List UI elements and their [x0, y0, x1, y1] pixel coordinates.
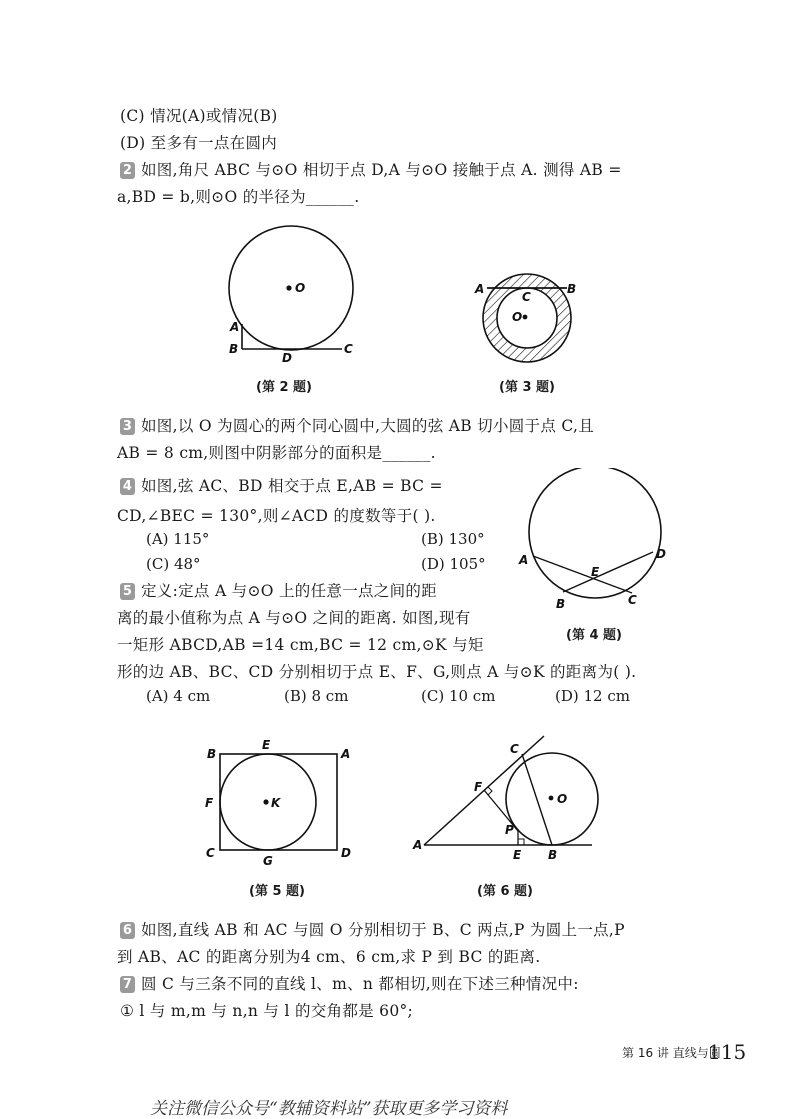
watermark-text: 关注微信公众号“教辅资料站”获取更多学习资料 — [150, 1099, 508, 1119]
q5-option-b: (B) 8 cm — [284, 687, 349, 705]
figure-5 — [200, 736, 360, 874]
q7-text: 圆 C 与三条不同的直线 l、m、n 都相切,则在下述三种情况中: — [141, 975, 579, 993]
figure-4 — [515, 468, 675, 616]
fig5-label-e: E — [262, 738, 271, 752]
fig5-label-d: D — [341, 846, 351, 860]
fig6-label-o: O — [557, 792, 568, 806]
fig5-label-k: K — [271, 796, 281, 810]
q5-line3: 一矩形 ABCD,AB =14 cm,BC = 12 cm,⊙K 与矩 — [117, 636, 484, 654]
fig6-right-angle-e — [518, 839, 524, 845]
fig5-label-f: F — [205, 796, 214, 810]
fig6-label-f: F — [474, 780, 483, 794]
q5-line1 — [120, 579, 437, 601]
figure-6 — [410, 728, 610, 868]
q5-text: 定义:定点 A 与⊙O 上的任意一点之间的距 — [141, 582, 437, 600]
fig3-caption: (第 3 题) — [499, 380, 555, 395]
q5-line2: 离的最小值称为点 A 与⊙O 之间的距离. 如图,现有 — [117, 609, 471, 627]
q3-line1 — [120, 414, 594, 436]
q2-line2: a,BD = b,则⊙O 的半径为______. — [117, 188, 360, 206]
q7-line1 — [120, 972, 579, 994]
q5-option-d: (D) 12 cm — [555, 687, 630, 705]
q1-option-c: (C) 情况(A)或情况(B) — [120, 107, 278, 125]
q4-line1 — [120, 474, 443, 496]
fig2-label-b: B — [229, 342, 239, 356]
fig2-caption: (第 2 题) — [256, 380, 312, 395]
fig5-label-c: C — [206, 846, 215, 860]
q3-line2: AB = 8 cm,则图中阴影部分的面积是______. — [117, 444, 436, 462]
q4-option-b: (B) 130° — [421, 530, 485, 548]
q4-line2: CD,∠BEC = 130°,则∠ACD 的度数等于( ). — [117, 507, 436, 525]
fig5-center-dot — [263, 799, 268, 804]
q6-number: 6 — [120, 922, 135, 939]
fig4-caption: (第 4 题) — [566, 628, 622, 643]
q5-line4: 形的边 AB、BC、CD 分别相切于点 E、F、G,则点 A 与⊙K 的距离为( ). — [117, 663, 637, 681]
fig4-label-d: D — [656, 547, 666, 561]
fig4-label-a: A — [519, 553, 529, 567]
fig4-label-e: E — [591, 565, 600, 579]
fig3-center-dot — [523, 315, 528, 320]
footer-chapter: 第 16 讲 直线与圆 — [622, 1046, 721, 1060]
q4-number: 4 — [120, 478, 135, 495]
fig6-segment-cb — [522, 754, 552, 845]
fig5-label-b: B — [207, 747, 217, 761]
q2-number: 2 — [120, 162, 135, 179]
fig6-label-e: E — [513, 848, 522, 862]
fig5-label-g: G — [263, 854, 273, 868]
q4-text: 如图,弦 AC、BD 相交于点 E,AB = BC = — [141, 477, 443, 495]
fig2-label-o: O — [295, 281, 306, 295]
q5-number: 5 — [120, 583, 135, 600]
fig6-caption: (第 6 题) — [477, 884, 533, 899]
q6-line2: 到 AB、AC 的距离分别为4 cm、6 cm,求 P 到 BC 的距离. — [117, 948, 541, 966]
fig2-label-a: A — [230, 320, 240, 334]
fig6-label-p: P — [505, 823, 514, 837]
fig4-label-c: C — [628, 593, 637, 607]
q6-text: 如图,直线 AB 和 AC 与圆 O 分别相切于 B、C 两点,P 为圆上一点,P — [141, 921, 625, 939]
fig3-label-b: B — [567, 282, 577, 296]
figure-3 — [470, 268, 580, 372]
q6-line1 — [120, 918, 625, 940]
fig6-label-a: A — [413, 838, 423, 852]
q7-number: 7 — [120, 976, 135, 993]
q1-option-d: (D) 至多有一点在圆内 — [120, 134, 278, 152]
q5-option-c: (C) 10 cm — [421, 687, 496, 705]
q2-text: 如图,角尺 ABC 与⊙O 相切于点 D,A 与⊙O 接触于点 A. 测得 AB = — [141, 161, 622, 179]
fig6-label-b: B — [548, 848, 558, 862]
q4-option-c: (C) 48° — [146, 555, 201, 573]
fig2-label-c: C — [344, 342, 353, 356]
page-number: 115 — [708, 1040, 747, 1064]
fig4-label-b: B — [556, 597, 566, 611]
fig6-right-angle-f — [488, 787, 492, 795]
fig3-label-o: O — [512, 310, 523, 324]
q4-option-d: (D) 105° — [421, 555, 486, 573]
fig2-label-d: D — [282, 351, 292, 365]
fig6-center-dot — [549, 796, 554, 801]
fig3-label-c: C — [522, 290, 531, 304]
fig2-center-dot — [286, 285, 291, 290]
q4-option-a: (A) 115° — [146, 530, 210, 548]
fig5-label-a: A — [341, 747, 351, 761]
q2-line1 — [120, 158, 622, 180]
fig5-caption: (第 5 题) — [249, 884, 305, 899]
figure-2 — [220, 222, 370, 368]
fig4-chord-ac — [533, 556, 632, 593]
q3-number: 3 — [120, 418, 135, 435]
fig3-label-a: A — [475, 282, 485, 296]
q3-text: 如图,以 O 为圆心的两个同心圆中,大圆的弦 AB 切小圆于点 C,且 — [141, 417, 595, 435]
q7-line2: ① l 与 m,m 与 n,n 与 l 的交角都是 60°; — [120, 1002, 414, 1020]
q5-option-a: (A) 4 cm — [146, 687, 211, 705]
fig6-label-c: C — [510, 742, 519, 756]
